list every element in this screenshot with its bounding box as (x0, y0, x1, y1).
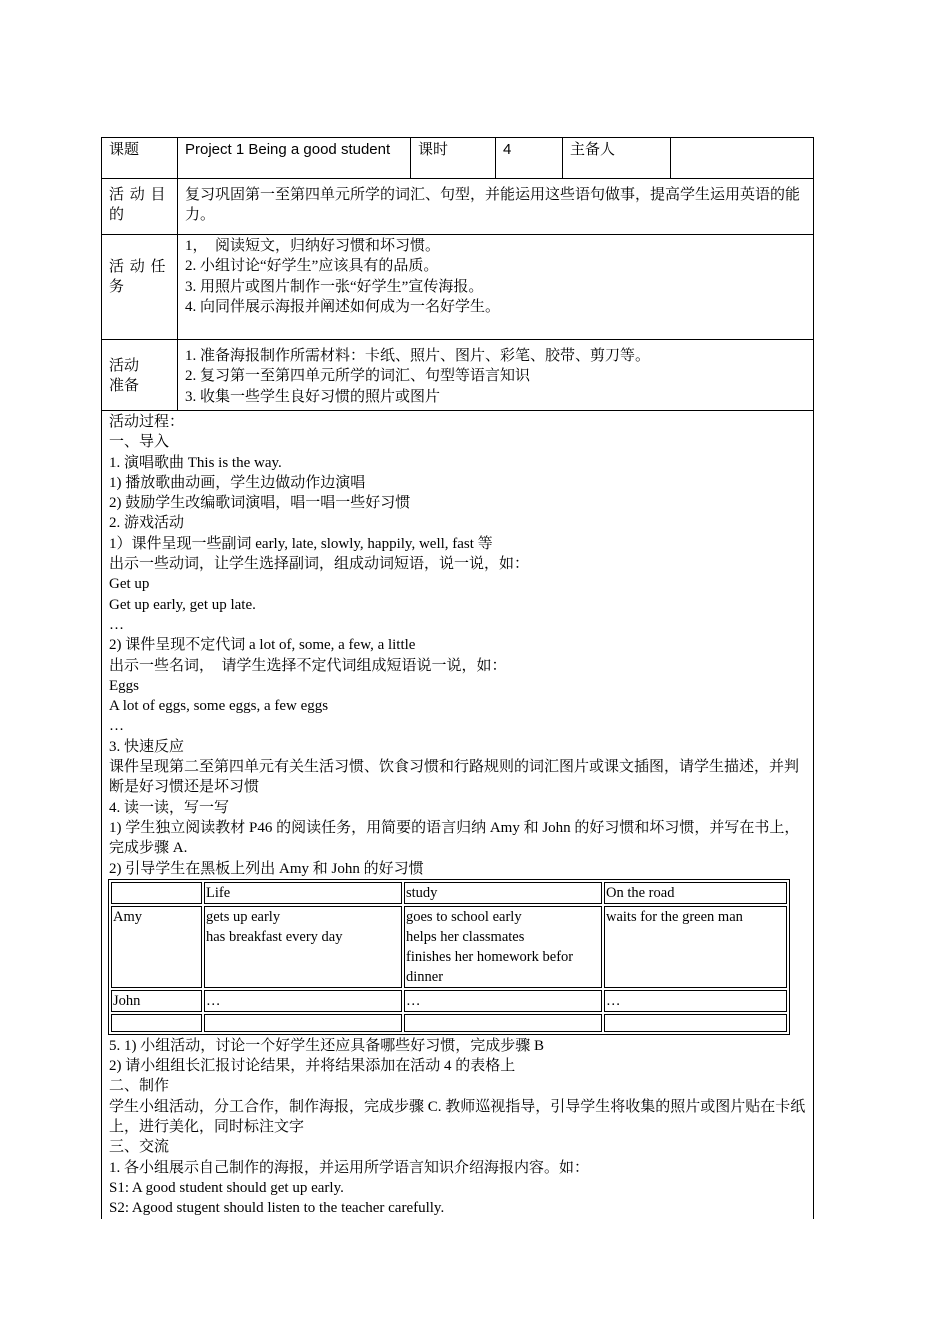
process-line: S2: Agood stugent should listen to the teacher carefully. (109, 1200, 445, 1217)
habit-table (108, 879, 790, 1035)
habit-empty-cell (404, 1014, 602, 1032)
habit-life-cell: … (204, 990, 402, 1012)
planner-label: 主备人 (563, 138, 671, 179)
process-lines-a (109, 412, 806, 757)
habit-study-cell (404, 906, 602, 988)
process-line: 2) 鼓励学生改编歌词演唱，唱一唱一些好习惯 (109, 495, 411, 512)
process-line: 三、交流 (109, 1139, 170, 1156)
goal-row (102, 179, 814, 235)
habit-row-amy (111, 906, 787, 988)
process-line: Get up (109, 576, 150, 593)
process-line: … (109, 718, 124, 735)
process-line: 二、制作 (109, 1078, 170, 1095)
habit-row-john (111, 990, 787, 1012)
goal-label: 活 动 目 的 (102, 179, 178, 235)
habit-life-cell (204, 906, 402, 988)
tasks-label: 活 动 任 务 (102, 235, 178, 340)
prep-list (178, 340, 814, 411)
process-line: 2. 游戏活动 (109, 515, 185, 532)
habit-header-cell: On the road (604, 882, 787, 904)
tasks-list (178, 235, 814, 340)
lesson-plan-table (101, 137, 814, 1219)
process-paragraph: 学生小组活动，分工合作，制作海报，完成步骤 C. 教师巡视指导，引导学生将收集的照片或图片贴在卡纸上，进行美化，同时标注文字 (109, 1098, 806, 1136)
prep-label (102, 340, 178, 411)
task-item: 3. 用照片或图片制作一张“好学生”宣传海报。 (185, 278, 484, 295)
habit-item: dinner (406, 968, 444, 985)
process-line: 4. 读一读，写一写 (109, 799, 230, 816)
topic-label: 课题 (102, 138, 178, 179)
habit-header-row (111, 882, 787, 904)
habit-item: gets up early (206, 908, 281, 925)
process-line: 2) 课件呈现不定代词 a lot of, some, a few, a little (109, 637, 416, 654)
habit-empty-cell (604, 1014, 787, 1032)
process-line: 2) 引导学生在黑板上列出 Amy 和 John 的好习惯 (109, 860, 424, 877)
prep-item: 1. 准备海报制作所需材料：卡纸、照片、图片、彩笔、胶带、剪刀等。 (185, 348, 651, 364)
process-line: 出示一些名词， 请学生选择不定代词组成短语说一说，如： (109, 657, 507, 674)
process-line: 1. 演唱歌曲 This is the way. (109, 454, 282, 471)
task-item: 4. 向同伴展示海报并阐述如何成为一名好学生。 (185, 298, 501, 315)
habit-study-cell: … (404, 990, 602, 1012)
habit-road-cell: … (604, 990, 787, 1012)
tasks-row (102, 235, 814, 340)
habit-empty-cell (111, 1014, 202, 1032)
process-row (102, 411, 814, 1219)
process-line: 3. 快速反应 (109, 738, 185, 755)
prep-row (102, 340, 814, 411)
habit-header-cell (111, 882, 202, 904)
goal-text: 复习巩固第一至第四单元所学的词汇、句型，并能运用这些语句做事，提高学生运用英语的能力。 (178, 179, 814, 235)
process-paragraph: 课件呈现第二至第四单元有关生活习惯、饮食习惯和行路规则的词汇图片或课文插图，请学生描述，并判断是好习惯还是坏习惯 (109, 759, 800, 796)
task-item: 1， 阅读短文，归纳好习惯和坏习惯。 (185, 238, 441, 254)
process-line: 1）课件呈现一些副词 early, late, slowly, happily, well, fast 等 (109, 535, 493, 552)
process-line: 1. 各小组展示自己制作的海报，并运用所学语言知识介绍海报内容。如： (109, 1159, 590, 1176)
habit-empty-cell (204, 1014, 402, 1032)
process-cell (102, 411, 814, 1219)
prep-item: 3. 收集一些学生良好习惯的照片或图片 (185, 388, 441, 405)
header-row (102, 138, 814, 179)
habit-name-cell: John (111, 990, 202, 1012)
planner-value (671, 138, 814, 179)
habit-road-cell (604, 906, 787, 988)
process-line: Get up early, get up late. (109, 596, 256, 613)
prep-item: 2. 复习第一至第四单元所学的词汇、句型等语言知识 (185, 368, 531, 385)
habit-header-cell: Life (204, 882, 402, 904)
prep-label-line: 准备 (109, 378, 140, 394)
process-line: 2) 请小组组长汇报讨论结果，并将结果添加在活动 4 的表格上 (109, 1058, 516, 1075)
habit-item: finishes her homework befor (406, 948, 574, 965)
topic-value: Project 1 Being a good student (178, 138, 411, 179)
process-line: 5. 1) 小组活动，讨论一个好学生还应具备哪些好习惯，完成步骤 B (109, 1037, 545, 1054)
period-value: 4 (496, 138, 563, 179)
habit-item: helps her classmates (406, 928, 525, 945)
process-paragraph: 1) 学生独立阅读教材 P46 的阅读任务，用简要的语言归纳 Amy 和 John 的好习惯和坏习惯，并写在书上，完成步骤 A. (109, 819, 800, 857)
habit-name-cell: Amy (111, 906, 202, 988)
habit-item: has breakfast every day (206, 928, 343, 945)
process-line: … (109, 616, 124, 633)
habit-header-cell: study (404, 882, 602, 904)
lesson-plan (101, 137, 813, 1219)
process-line: 一、导入 (109, 434, 170, 451)
habit-item: waits for the green man (606, 908, 743, 925)
habit-item: goes to school early (406, 908, 522, 925)
task-item: 2. 小组讨论“好学生”应该具有的品质。 (185, 258, 439, 275)
process-line: S1: A good student should get up early. (109, 1179, 344, 1196)
process-line: 活动过程： (109, 414, 185, 430)
habit-row-empty (111, 1014, 787, 1032)
process-line: 1) 播放歌曲动画，学生边做动作边演唱 (109, 474, 366, 491)
period-label: 课时 (411, 138, 496, 179)
process-line: Eggs (109, 677, 139, 694)
process-line: 出示一些动词，让学生选择副词，组成动词短语，说一说，如： (109, 556, 530, 573)
process-line: A lot of eggs, some eggs, a few eggs (109, 698, 329, 715)
prep-label-line: 活动 (109, 358, 140, 374)
